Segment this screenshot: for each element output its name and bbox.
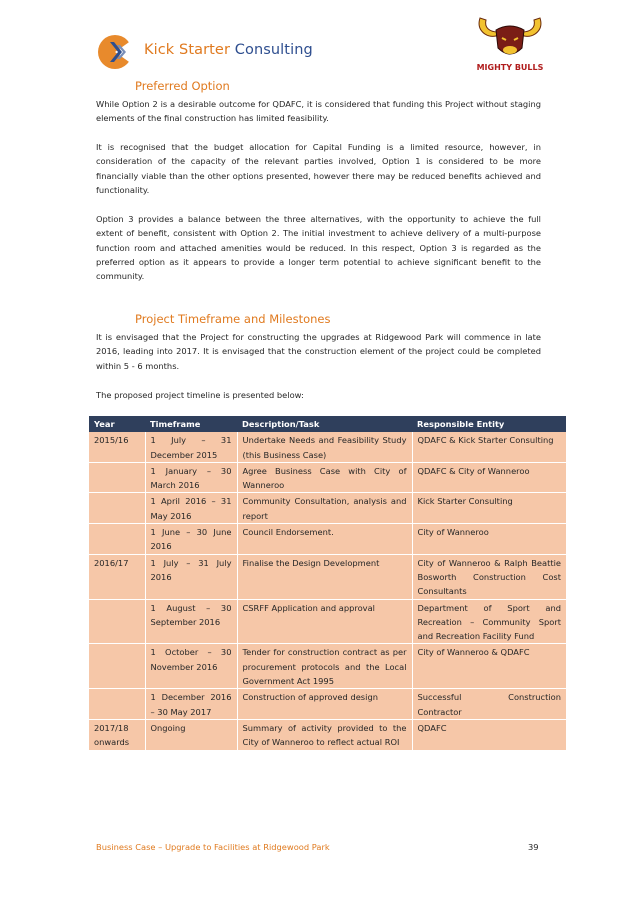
cell-year — [89, 493, 145, 524]
cell-year — [89, 689, 145, 720]
timeframe-heading: Project Timeframe and Milestones — [135, 312, 331, 326]
cell-timeframe: 1 October – 30 November 2016 — [145, 644, 237, 689]
cell-description: Finalise the Design Development — [237, 554, 412, 599]
table-header-row — [89, 416, 566, 432]
project-timeline-table — [89, 416, 566, 751]
cell-description: Community Consultation, analysis and report — [237, 493, 412, 524]
footer-text: Business Case – Upgrade to Facilities at Ridgewood Park — [96, 842, 330, 852]
brand-primary: Kick Starter — [144, 42, 231, 58]
cell-timeframe: 1 August – 30 September 2016 — [145, 599, 237, 644]
cell-year — [89, 644, 145, 689]
cell-responsible: Kick Starter Consulting — [412, 493, 566, 524]
kick-starter-logo — [96, 32, 336, 72]
cell-responsible: Department of Sport and Recreation – Community Sport and Recreation Facility Fund — [412, 599, 566, 644]
cell-responsible: QDAFC — [412, 719, 566, 750]
cell-description: Summary of activity provided to the City of Wanneroo to reflect actual ROI — [237, 719, 412, 750]
cell-timeframe: 1 June – 30 June 2016 — [145, 524, 237, 555]
cell-year: 2017/18 onwards — [89, 719, 145, 750]
timeframe-paragraph-1: It is envisaged that the Project for constructing the upgrades at Ridgewood Park will commence in late 2016, leading into 2017. It is envisaged that the construction element of the project could be completed within 5 - 6 months. — [96, 332, 541, 371]
cell-description: Council Endorsement. — [237, 524, 412, 555]
preferred-option-paragraph-3: Option 3 provides a balance between the three alternatives, with the opportunity to achieve the full extent of benefit, consistent with Option 2. The initial investment to achieve delivery of a multi-purpose function room and attached amenities would be reduced. In this respect, Option 3 is regarded as the preferred option as it appears to provide a longer term potential to achieve significant benefit to the community. — [96, 214, 541, 282]
timeframe-paragraph-2: The proposed project timeline is presented below: — [96, 390, 304, 400]
cell-year: 2015/16 — [89, 432, 145, 462]
preferred-option-paragraph-1: While Option 2 is a desirable outcome for QDAFC, it is considered that funding this Project without staging elements of the final construction has limited feasibility. — [96, 99, 541, 124]
header-description: Description/Task — [237, 416, 412, 432]
brand-secondary: Consulting — [234, 42, 313, 58]
header-year: Year — [89, 416, 145, 432]
kick-starter-logo-icon — [96, 32, 136, 72]
table-row — [89, 644, 566, 689]
cell-year — [89, 599, 145, 644]
table-row — [89, 554, 566, 599]
header-timeframe: Timeframe — [145, 416, 237, 432]
cell-year: 2016/17 — [89, 554, 145, 599]
cell-description: Tender for construction contract as per procurement protocols and the Local Government Act 1995 — [237, 644, 412, 689]
cell-year — [89, 462, 145, 493]
table-row — [89, 462, 566, 493]
brand-name — [144, 42, 313, 58]
table-row — [89, 599, 566, 644]
table-row — [89, 524, 566, 555]
cell-timeframe: 1 December 2016 – 30 May 2017 — [145, 689, 237, 720]
table-row — [89, 719, 566, 750]
cell-responsible: City of Wanneroo & Ralph Beattie Bosworth Construction Cost Consultants — [412, 554, 566, 599]
cell-responsible: City of Wanneroo & QDAFC — [412, 644, 566, 689]
table-row — [89, 493, 566, 524]
mighty-bulls-logo — [472, 10, 548, 74]
cell-timeframe: 1 July – 31 July 2016 — [145, 554, 237, 599]
cell-responsible: QDAFC & Kick Starter Consulting — [412, 432, 566, 462]
cell-description: CSRFF Application and approval — [237, 599, 412, 644]
cell-responsible: City of Wanneroo — [412, 524, 566, 555]
table-row — [89, 432, 566, 462]
cell-timeframe: 1 January – 30 March 2016 — [145, 462, 237, 493]
cell-timeframe: 1 July – 31 December 2015 — [145, 432, 237, 462]
cell-responsible: QDAFC & City of Wanneroo — [412, 462, 566, 493]
cell-year — [89, 524, 145, 555]
cell-responsible: Successful Construction Contractor — [412, 689, 566, 720]
cell-description: Construction of approved design — [237, 689, 412, 720]
preferred-option-paragraph-2: It is recognised that the budget allocation for Capital Funding is a limited resource, however, in consideration of the capacity of the relevant parties involved, Option 1 is considered to be more financially viable than the other options presented, however there may be reduced benefits achieved and functionality. — [96, 142, 541, 195]
header-responsible-entity: Responsible Entity — [412, 416, 566, 432]
cell-description: Agree Business Case with City of Wanneroo — [237, 462, 412, 493]
cell-description: Undertake Needs and Feasibility Study (this Business Case) — [237, 432, 412, 462]
preferred-option-heading: Preferred Option — [135, 79, 230, 93]
table-row — [89, 689, 566, 720]
cell-timeframe: Ongoing — [145, 719, 237, 750]
bull-head-icon — [472, 10, 548, 74]
page-number: 39 — [528, 842, 539, 852]
club-logo-text: MIGHTY BULLS — [476, 63, 544, 72]
cell-timeframe: 1 April 2016 – 31 May 2016 — [145, 493, 237, 524]
